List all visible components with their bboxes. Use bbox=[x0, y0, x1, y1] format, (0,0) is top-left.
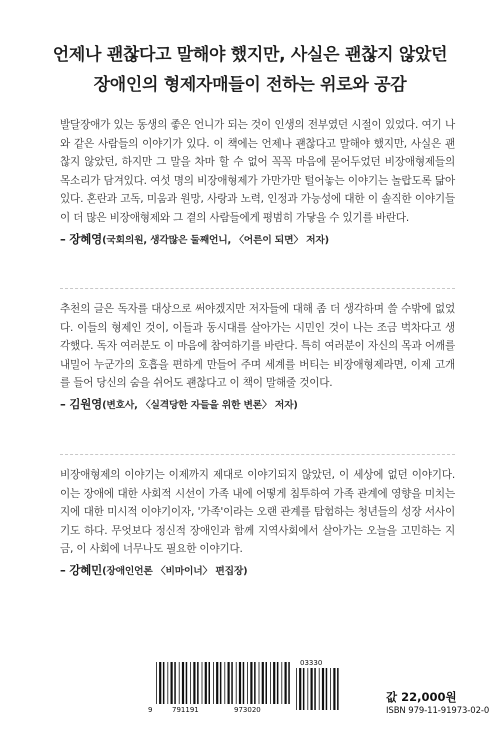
barcode-bar bbox=[220, 662, 222, 704]
barcode-bar bbox=[288, 662, 290, 704]
barcode-bar bbox=[167, 662, 168, 704]
barcode-bar bbox=[156, 662, 157, 704]
barcode-bar bbox=[228, 662, 230, 704]
barcode-main-bars bbox=[156, 662, 290, 704]
barcode-bar bbox=[205, 662, 207, 704]
barcode-bar bbox=[326, 668, 328, 710]
blurb-3-text: 비장애형제의 이야기는 이제까지 제대로 이야기되지 않았던, 이 세상에 없던 이야기다. 이는 장애에 대한 사회적 시선이 가족 내에 어떻게 침투하여 가족 관계에 영향을 미치는지에 대한 미시적 이야기이자, '가족'이라는 오랜 관계를 탐험하는 청년들의 성장 서사이기도 하다. 무엇보다 정신적 장애인과 함께 지역사회에서 살아가는 오늘을 고민하는 지금, 이 사회에 너무나도 필요한 이야기다. bbox=[60, 469, 455, 556]
blurb-3 bbox=[60, 466, 455, 580]
barcode-bar bbox=[273, 662, 275, 704]
barcode-bar bbox=[259, 662, 260, 704]
blurb-2-text: 추천의 글은 독자를 대상으로 써야겠지만 저자들에 대해 좀 더 생각하며 쓸 수밖에 없었다. 이들의 형제인 것이, 이들과 동시대를 살아가는 시민인 것이 나는 조금 벅차다고 생각했다. 독자 여러분도 이 마음에 참여하기를 바란다. 특히 여러분이 자신의 목과 어깨를 내밀어 누군가의 호흡을 편하게 만들어 주며 세계를 버티는 비장애형제라면, 이제 고개를 들어 당신의 숨을 쉬어도 괜찮다고 이 책이 말해줄 것이다. bbox=[60, 303, 455, 390]
barcode-bar bbox=[186, 662, 188, 704]
barcode-bar bbox=[182, 662, 184, 704]
barcode-number-left: 791191 bbox=[172, 706, 199, 714]
blurb-3-signature bbox=[60, 562, 455, 580]
blurb-1-signature bbox=[60, 231, 455, 249]
barcode-bar bbox=[216, 662, 218, 704]
blurb-1-text: 발달장애가 있는 동생의 좋은 언니가 되는 것이 인생의 전부였던 시절이 있었다. 여기 나와 같은 사람들의 이야기가 있다. 이 책에는 언제나 괜찮다고 말해야 했지만, 사실은 괜찮지 않았던, 하지만 그 말을 차마 할 수 없어 꼭꼭 마음에 묻어두었던 비장애형제들의 목소리가 담겨있다. 여섯 명의 비장애형제가 가만가만 털어놓는 이야기는 놀랍도록 닮아있다. 혼란과 고독, 미움과 원망, 사랑과 노력, 인정과 가능성에 대한 이 솔직한 이야기들이 더 많은 비장애형제와 그 곁의 사람들에게 평범히 가닿을 수 있기를 바란다. bbox=[60, 119, 455, 224]
barcode-bar bbox=[333, 668, 335, 710]
barcode-bar bbox=[296, 668, 297, 710]
blurb-3-author-role: (장애인언론 〈비마이너〉 편집장) bbox=[102, 565, 248, 577]
barcode-bar bbox=[330, 668, 331, 710]
divider-1 bbox=[60, 288, 455, 289]
barcode-bar bbox=[209, 662, 211, 704]
barcode-number-right: 973020 bbox=[234, 706, 261, 714]
barcode-bar bbox=[224, 662, 225, 704]
headline-line-2: 장애인의 형제자매들이 전하는 위로와 공감 bbox=[93, 75, 407, 95]
barcode-bar bbox=[193, 662, 195, 704]
barcode-bar bbox=[277, 662, 279, 704]
barcode-bar bbox=[243, 662, 245, 704]
blurb-1 bbox=[60, 116, 455, 249]
divider-2 bbox=[60, 454, 455, 455]
blurb-3-author-name: – 강혜민 bbox=[60, 562, 103, 577]
barcode-bar bbox=[159, 662, 161, 704]
barcode-bar bbox=[262, 662, 264, 704]
barcode-addon-bars bbox=[296, 668, 339, 710]
barcode-bar bbox=[285, 662, 287, 704]
barcode-bar bbox=[254, 662, 256, 704]
barcode-bar bbox=[311, 668, 313, 710]
barcode-bar bbox=[270, 662, 271, 704]
barcode-bar bbox=[266, 662, 268, 704]
isbn-barcode bbox=[148, 658, 378, 714]
blurb-2 bbox=[60, 300, 455, 414]
barcode-bar bbox=[213, 662, 214, 704]
barcode-bar bbox=[307, 668, 308, 710]
barcode-addon-number: 03330 bbox=[300, 659, 323, 667]
headline bbox=[0, 40, 500, 100]
barcode-bar bbox=[231, 662, 233, 704]
barcode-bar bbox=[319, 668, 320, 710]
barcode-bar bbox=[337, 668, 339, 710]
barcode-bar bbox=[202, 662, 203, 704]
blurb-2-author-role: (변호사, 〈실격당한 자들을 위한 변론〉 저자) bbox=[102, 399, 298, 411]
isbn-number: ISBN 979-11-91973-02-0 bbox=[386, 706, 490, 716]
barcode-bar bbox=[250, 662, 252, 704]
barcode-bar bbox=[174, 662, 176, 704]
barcode-bar bbox=[281, 662, 282, 704]
barcode-bar bbox=[303, 668, 305, 710]
barcode-bar bbox=[322, 668, 324, 710]
blurb-2-author-name: – 김원영 bbox=[60, 396, 103, 411]
barcode-bar bbox=[299, 668, 301, 710]
blurb-1-author-name: – 장혜영 bbox=[60, 231, 103, 246]
barcode-bar bbox=[247, 662, 248, 704]
price-label: 값 22,000원 bbox=[386, 690, 457, 704]
blurb-1-author-role: (국회의원, 생각많은 둘째언니, 〈어른이 되면〉 저자) bbox=[102, 234, 329, 246]
barcode-bar bbox=[171, 662, 173, 704]
barcode-bar bbox=[314, 668, 316, 710]
barcode-graphic bbox=[148, 658, 378, 714]
barcode-bar bbox=[190, 662, 191, 704]
blurb-2-signature bbox=[60, 396, 455, 414]
barcode-number-prefix: 9 bbox=[148, 706, 153, 714]
barcode-bar bbox=[197, 662, 199, 704]
headline-line-1: 언제나 괜찮다고 말해야 했지만, 사실은 괜찮지 않았던 bbox=[52, 45, 448, 65]
barcode-bar bbox=[236, 662, 237, 704]
barcode-bar bbox=[163, 662, 165, 704]
barcode-bar bbox=[179, 662, 180, 704]
barcode-bar bbox=[239, 662, 241, 704]
